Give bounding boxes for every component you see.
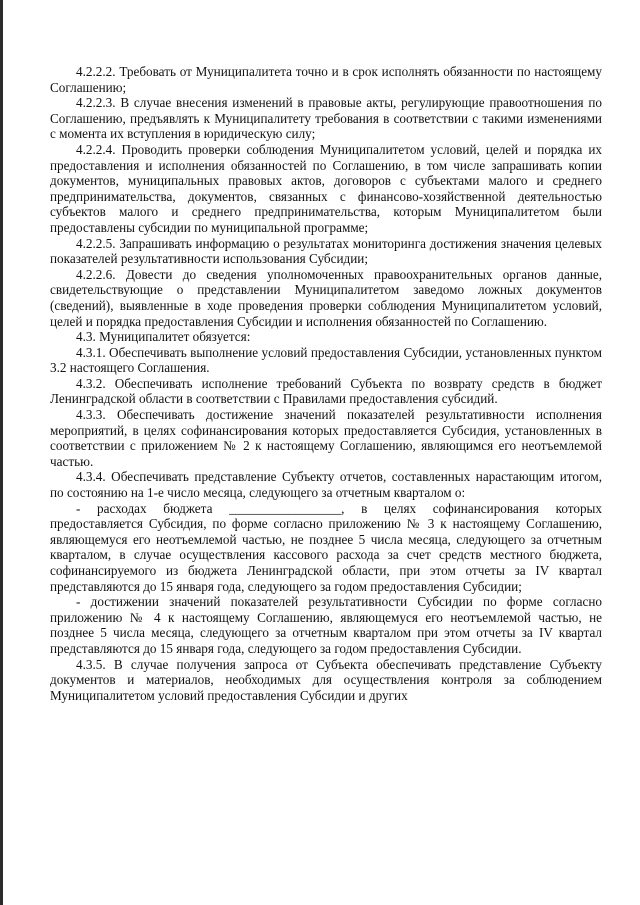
paragraph-4-3: 4.3. Муниципалитет обязуется: [76, 329, 251, 345]
scan-border [0, 0, 3, 905]
paragraph-4-2-2-6: 4.2.2.6. Довести до сведения уполномоченных правоохранительных органов данные, свидетельствующие о представлении Муниципалитетом заведомо ложных документов (сведений), выявленные в ходе проведения проверки соблюдения Муниципалитетом условий, целей и порядка предоставления Субсидии и исполнения обязанностей по Соглашению. [50, 266, 602, 329]
paragraph-4-3-3: 4.3.3. Обеспечивать достижение значений показателей результативности исполнения мероприятий, в целях софинансирования которых предоставляется Субсидия, установленных в соответствии с приложением № 2 к настоящему Соглашению, являющимся его неотъемлемой частью. [50, 407, 602, 469]
paragraph-4-2-2-4: 4.2.2.4. Проводить проверки соблюдения Муниципалитетом условий, целей и порядка их предоставления и исполнения обязанностей по Соглашению, в том числе запрашивать копии документов, муниципальных правовых актов, договоров с субъектами малого и среднего предпринимательства, документов, связанных с финансово-хозяйственной деятельностью субъектов малого и среднего предпринимательства, которым Муниципалитетом были предоставлены субсидии по муниципальной программе; [50, 141, 602, 235]
paragraph-4-3-5: 4.3.5. В случае получения запроса от Субъекта обеспечивать представление Субъекту документов и материалов, необходимых для осуществления контроля за соблюдением Муниципалитетом условий предоставления Субсидии и других [50, 656, 602, 703]
paragraph-4-2-2-3: 4.2.2.3. В случае внесения изменений в правовые акты, регулирующие правоотношения по Соглашению, предъявлять к Муниципалитету требования в соответствии с такими изменениями с момента их вступления в юридическую силу; [50, 95, 602, 142]
list-item-expenses: - расходах бюджета _________________, в целях софинансирования которых предоставляется Субсидия, по форме согласно приложению № 3 к настоящему Соглашению, являющемуся его неотъемлемой частью, не позднее 5 числа месяца, следующего за отчетным кварталом, в случае осуществления кассового расхода за счет средств местного бюджета, софинансируемого из бюджета Ленинградской области, при этом отчеты за IV квартал представляются до 15 января года, следующего за годом предоставления Субсидии; [50, 500, 602, 594]
paragraph-4-3-2: 4.3.2. Обеспечивать исполнение требований Субъекта по возврату средств в бюджет Ленинградской области в соответствии с Правилами предоставления субсидий. [50, 375, 602, 407]
list-item-indicators: - достижении значений показателей результативности Субсидии по форме согласно приложению № 4 к настоящему Соглашению, являющемуся его неотъемлемой частью, не позднее 5 числа месяца, следующего за отчетным кварталом при этом отчеты за IV квартал представляются до 15 января года, следующего за годом предоставления Субсидии. [50, 594, 602, 656]
paragraph-4-3-1: 4.3.1. Обеспечивать выполнение условий предоставления Субсидии, установленных пунктом 3.2 настоящего Соглашения. [50, 344, 602, 376]
document-body [50, 64, 602, 703]
paragraph-4-3-4: 4.3.4. Обеспечивать представление Субъекту отчетов, составленных нарастающим итогом, по состоянию на 1-е число месяца, следующего за отчетным кварталом о: [50, 469, 602, 501]
paragraph-4-2-2-2: 4.2.2.2. Требовать от Муниципалитета точно и в срок исполнять обязанности по настоящему Соглашению; [50, 64, 602, 95]
paragraph-4-2-2-5: 4.2.2.5. Запрашивать информацию о результатах мониторинга достижения значения целевых показателей результативности использования Субсидии; [50, 235, 602, 267]
